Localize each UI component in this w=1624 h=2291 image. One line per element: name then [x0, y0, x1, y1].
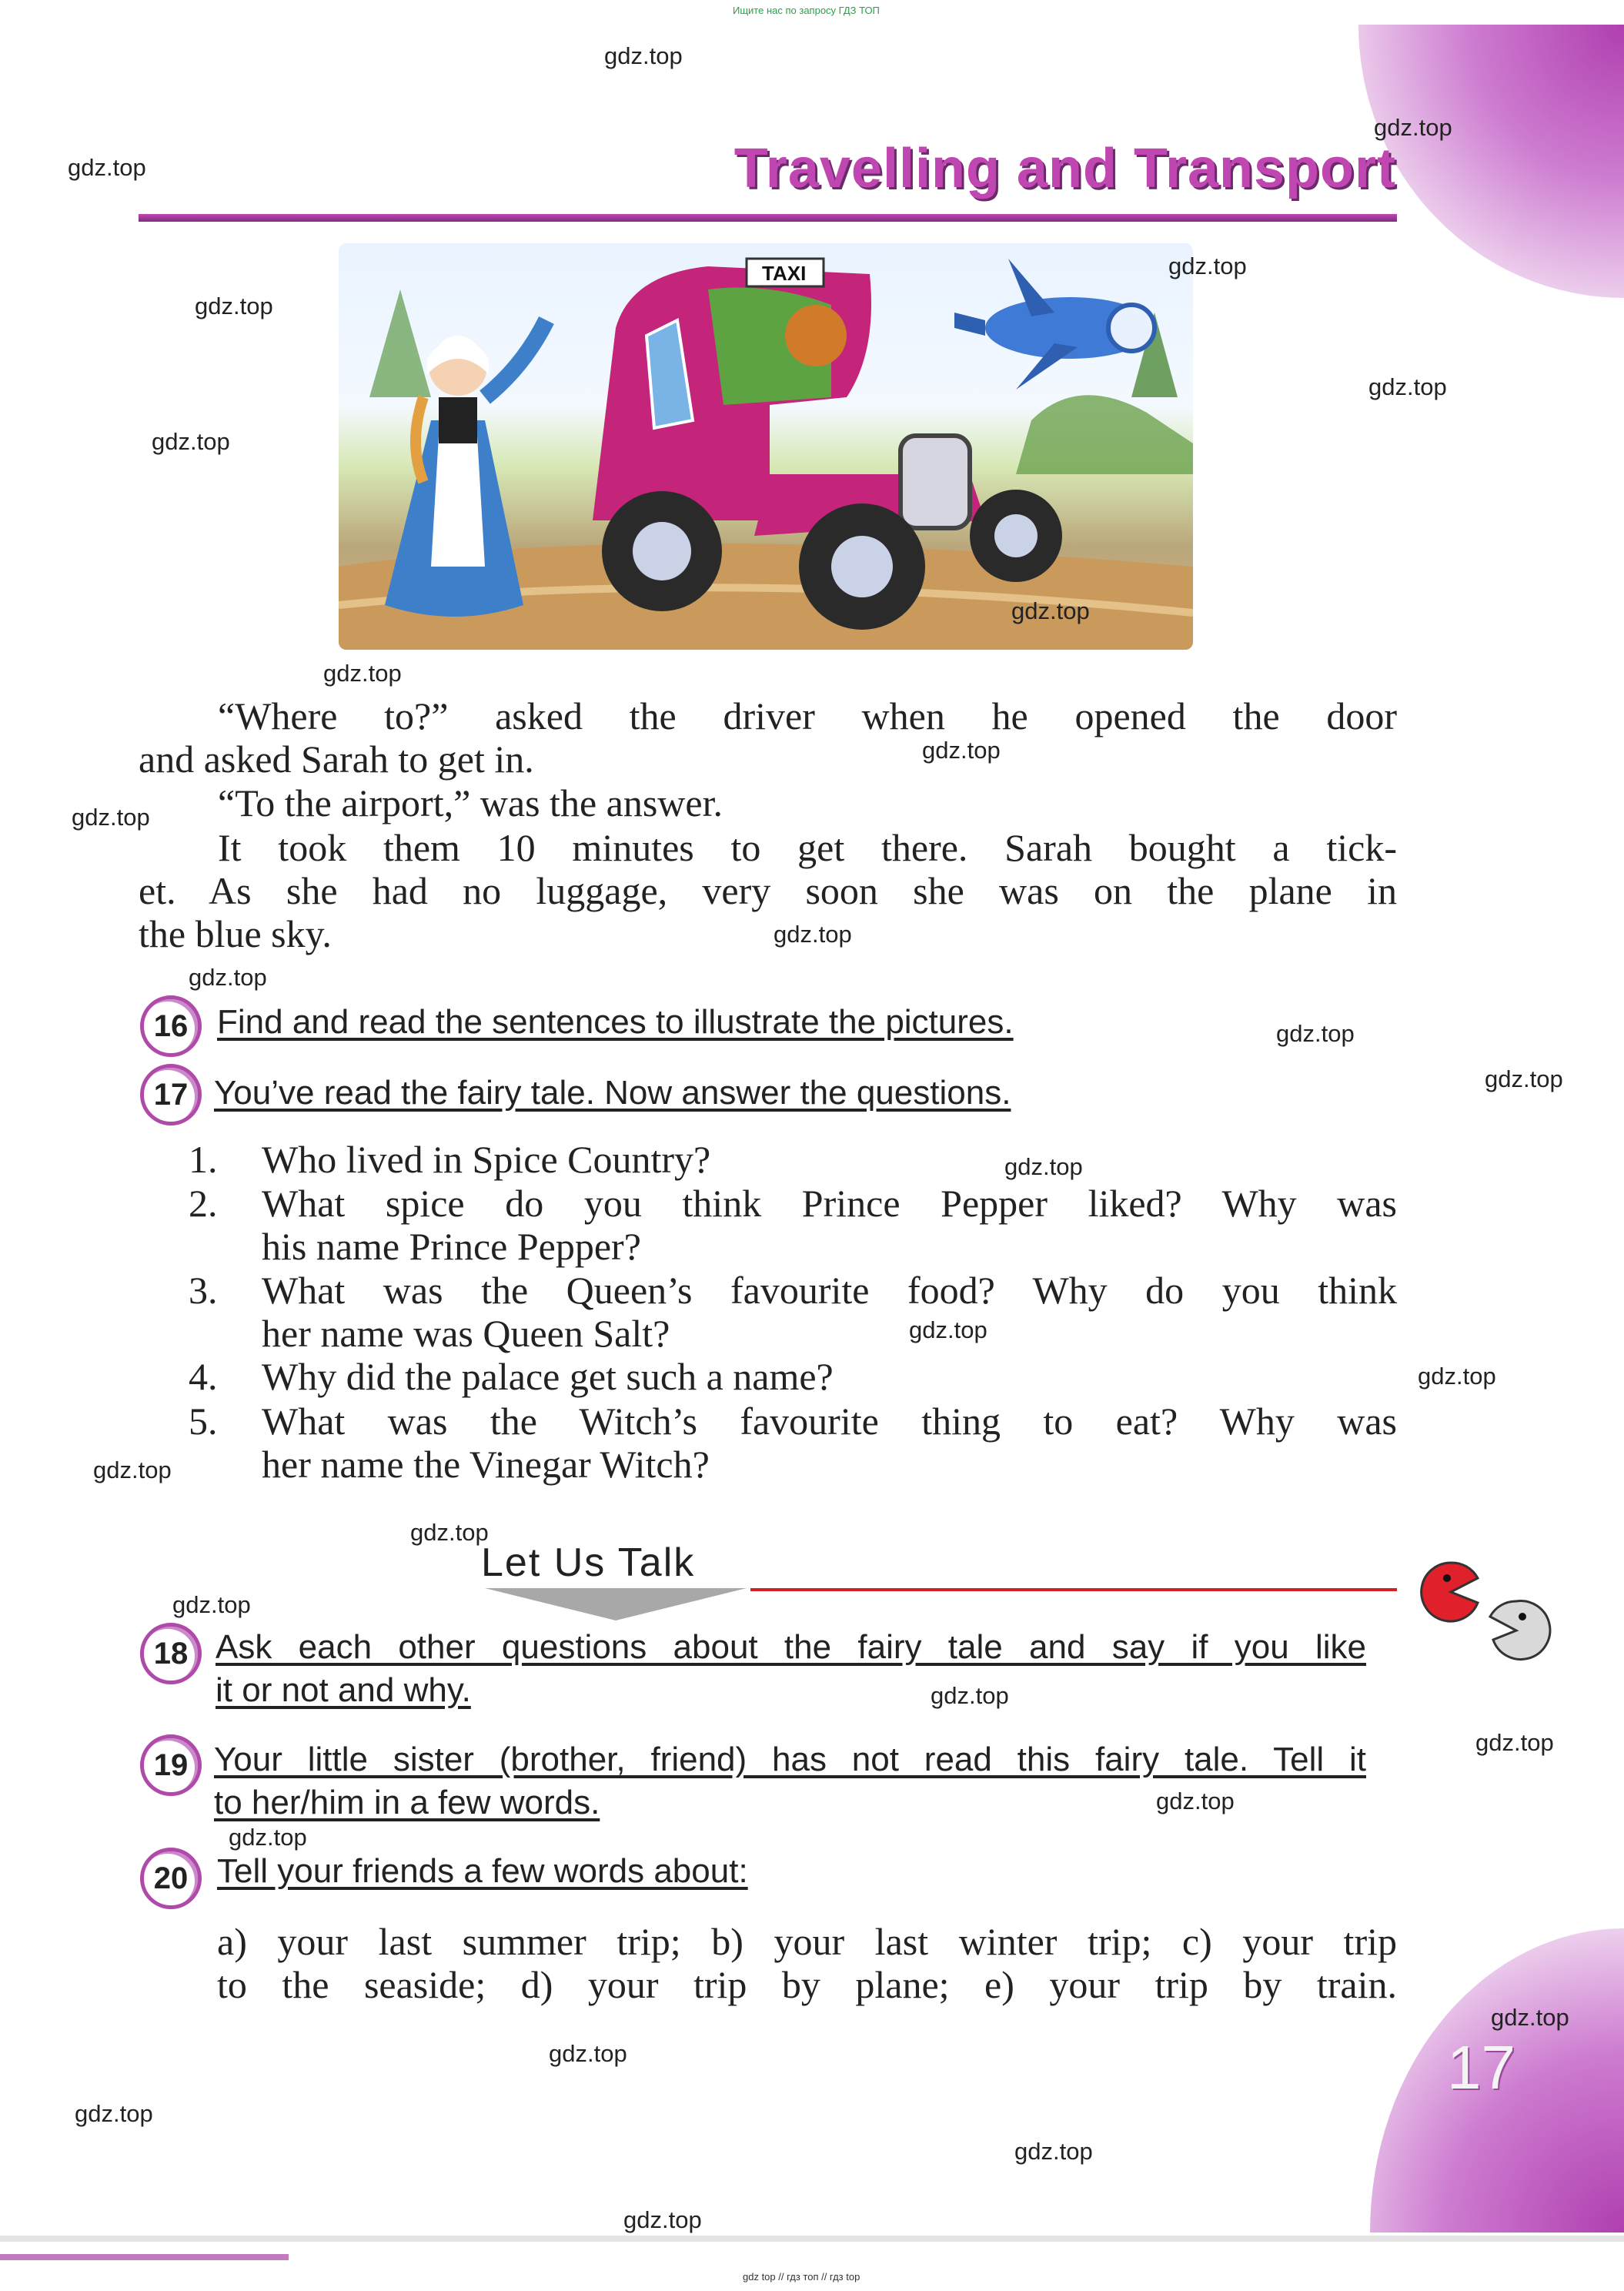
watermark-text: gdz.top — [774, 921, 852, 948]
story-line: and asked Sarah to get in. — [139, 737, 534, 781]
watermark-text: gdz.top — [909, 1316, 987, 1343]
section-heading: Let Us Talk — [481, 1540, 696, 1585]
task-16-instruction: Find and read the sentences to illustrate the pictures. — [217, 1003, 1014, 1041]
footer-bar — [0, 2236, 1624, 2242]
task-18-instruction: Ask each other questions about the fairy tale and say if you like it or not and why. — [216, 1628, 1366, 1709]
title-divider — [139, 214, 1397, 222]
question-text: What spice do you think Prince Pepper liked? Why was his name Prince Pepper? — [262, 1182, 1397, 1268]
taxi-scene-image — [339, 243, 1193, 650]
story-line: et. As she had no luggage, very soon she was on the plane in — [139, 869, 1397, 912]
question-number: 1. — [189, 1138, 218, 1181]
question-text: What was the Witch’s favourite thing to eat? Why was her name the Vinegar Witch? — [262, 1400, 1397, 1486]
watermark-text: gdz.top — [1491, 2004, 1569, 2031]
task-number-badge: 18 — [140, 1623, 202, 1684]
top-note: Ищите нас по запросу ГДЗ ТОП — [733, 5, 880, 16]
talking-heads-icon — [1416, 1555, 1555, 1663]
section-heading-rule — [750, 1588, 1397, 1591]
task-20-instruction: Tell your friends a few words about: — [217, 1852, 748, 1890]
airplane-icon — [954, 259, 1155, 390]
question-number: 3. — [189, 1269, 218, 1312]
watermark-text: gdz.top — [72, 804, 150, 831]
watermark-text: gdz.top — [1368, 373, 1447, 400]
watermark-text: gdz.top — [1004, 1153, 1083, 1180]
question-number: 4. — [189, 1355, 218, 1398]
task-number-badge: 20 — [140, 1848, 202, 1909]
question-number: 2. — [189, 1182, 218, 1225]
task-19-instruction: Your little sister (brother, friend) has not read this fairy tale. Tell it to her/him in a few words. — [214, 1741, 1366, 1821]
watermark-text: gdz.top — [1276, 1020, 1355, 1047]
watermark-text: gdz.top — [604, 42, 683, 69]
watermark-text: gdz.top — [1418, 1363, 1496, 1390]
watermark-text: gdz.top — [93, 1457, 172, 1483]
watermark-text: gdz.top — [152, 428, 230, 455]
story-paragraph-1 — [139, 694, 1397, 781]
story-line: It took them 10 minutes to get there. Sarah bought a tick- — [218, 826, 1397, 869]
watermark-text: gdz.top — [1475, 1729, 1554, 1756]
question-text: Why did the palace get such a name? — [262, 1355, 834, 1398]
watermark-text: gdz.top — [1014, 2138, 1093, 2165]
watermark-text: gdz.top — [1011, 597, 1090, 624]
watermark-text: gdz.top — [195, 293, 273, 319]
story-line: the blue sky. — [139, 912, 332, 955]
watermark-text: gdz.top — [1156, 1788, 1235, 1814]
watermark-text: gdz.top — [410, 1519, 489, 1546]
taxi-car-icon — [593, 259, 1062, 630]
page-title: Travelling and Transport — [733, 138, 1396, 199]
taxi-sign-text: TAXI — [762, 262, 807, 285]
watermark-text: gdz.top — [549, 2040, 627, 2067]
footer-accent-bar — [0, 2254, 289, 2260]
section-heading-arrow — [485, 1588, 747, 1620]
question-text: Who lived in Spice Country? — [262, 1138, 711, 1181]
watermark-text: gdz.top — [1168, 253, 1247, 279]
page-number: 17 — [1447, 2033, 1515, 2102]
watermark-text: gdz.top — [922, 737, 1001, 764]
task-number-badge: 17 — [140, 1064, 202, 1125]
story-illustration — [339, 243, 1193, 650]
watermark-text: gdz.top — [1374, 114, 1452, 141]
trip-topics: a) your last summer trip; b) your last winter trip; c) your trip to the seaside; d) your trip by plane; e) your trip by train. — [217, 1920, 1397, 2006]
story-paragraph-2 — [139, 781, 1397, 824]
watermark-text: gdz.top — [229, 1824, 307, 1851]
watermark-text: gdz.top — [172, 1591, 251, 1618]
story-line: “Where to?” asked the driver when he opened the door — [218, 694, 1397, 737]
task-number-badge: 16 — [140, 995, 202, 1057]
task-17-instruction: You’ve read the fairy tale. Now answer the questions. — [214, 1074, 1011, 1112]
corner-decoration-top — [1358, 25, 1624, 298]
watermark-text: gdz.top — [75, 2100, 153, 2127]
story-line: “To the airport,” was the answer. — [218, 781, 723, 824]
watermark-text: gdz.top — [68, 154, 146, 181]
task-number-badge: 19 — [140, 1734, 202, 1796]
story-paragraph-3 — [139, 826, 1397, 955]
watermark-text: gdz.top — [931, 1682, 1009, 1709]
watermark-text: gdz.top — [623, 2206, 702, 2233]
question-text: What was the Queen’s favourite food? Why do you think her name was Queen Salt? — [262, 1269, 1397, 1355]
footer-note: gdz top // гдз топ // гдз top — [743, 2271, 860, 2283]
watermark-text: gdz.top — [323, 660, 402, 687]
watermark-text: gdz.top — [189, 964, 267, 991]
question-number: 5. — [189, 1400, 218, 1443]
watermark-text: gdz.top — [1485, 1065, 1563, 1092]
